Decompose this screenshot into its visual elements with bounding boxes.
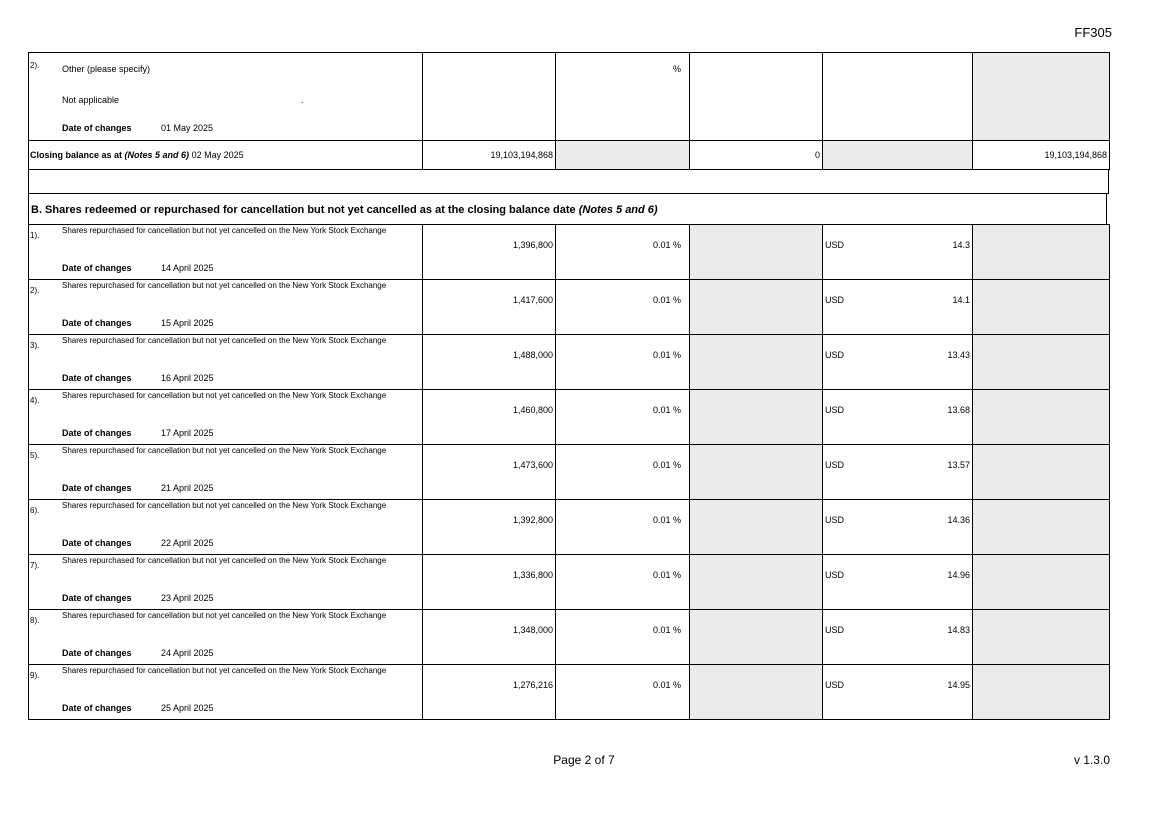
row-currency: USD [825, 350, 845, 360]
not-applicable-text: Not applicable [62, 95, 120, 105]
section-b-title [28, 193, 1107, 224]
row-currency: USD [825, 680, 845, 690]
row-price-cell [823, 225, 973, 280]
grey-cell [690, 610, 823, 665]
top-table [28, 52, 1110, 170]
grey-cell [973, 335, 1110, 390]
row-pct: 0.01 % [652, 460, 681, 470]
row-pct: 0.01 % [652, 515, 681, 525]
row-price-cell [823, 280, 973, 335]
row-description: Shares repurchased for cancellation but not yet cancelled on the New York Stock Exchange [62, 446, 387, 455]
date-of-changes-label: Date of changes [62, 593, 132, 603]
table-row [29, 445, 1110, 500]
section-b-title-main: B. Shares redeemed or repurchased for cancellation but not yet cancelled as at the closing balance date [31, 204, 576, 216]
row-date: 24 April 2025 [161, 648, 214, 658]
row-date: 14 April 2025 [161, 263, 214, 273]
section-b-title-notes: (Notes 5 and 6) [578, 204, 658, 216]
closing-shares: 19,103,194,868 [490, 150, 553, 160]
percent-cell [556, 53, 690, 141]
row-pct: 0.01 % [652, 570, 681, 580]
row-shares-cell [423, 445, 556, 500]
row-price-cell [823, 500, 973, 555]
spacer-row [28, 169, 1109, 194]
row-shares-cell [423, 335, 556, 390]
row-description: Shares repurchased for cancellation but not yet cancelled on the New York Stock Exchange [62, 611, 387, 620]
row-shares: 1,417,600 [512, 295, 553, 305]
other-item-cell [29, 53, 423, 141]
row-shares: 1,460,800 [512, 405, 553, 415]
row-date: 21 April 2025 [161, 483, 214, 493]
row-shares: 1,473,600 [512, 460, 553, 470]
row-shares-cell [423, 225, 556, 280]
date-of-changes-label: Date of changes [62, 483, 132, 493]
row-price: 13.68 [947, 405, 970, 415]
table-row [29, 390, 1110, 445]
closing-total-cell [973, 141, 1110, 170]
empty-cell [690, 53, 823, 141]
closing-col3: 0 [814, 150, 820, 160]
row-desc-cell [29, 225, 423, 280]
row-pct: 0.01 % [652, 240, 681, 250]
row-pct-cell [556, 390, 690, 445]
row-ref: 5). [30, 451, 40, 460]
date-of-changes-label: Date of changes [62, 123, 132, 133]
row-pct-cell [556, 555, 690, 610]
date-of-changes-value: 01 May 2025 [161, 123, 214, 133]
closing-col3-cell [690, 141, 823, 170]
row-pct-cell [556, 445, 690, 500]
grey-cell [690, 390, 823, 445]
row-description: Shares repurchased for cancellation but not yet cancelled on the New York Stock Exchange [62, 556, 387, 565]
row-desc-cell [29, 665, 423, 720]
table-row [29, 500, 1110, 555]
row-date: 22 April 2025 [161, 538, 214, 548]
grey-cell [690, 445, 823, 500]
empty-cell [823, 53, 973, 141]
row-ref: 8). [30, 616, 40, 625]
row-desc-cell [29, 610, 423, 665]
table-row [29, 335, 1110, 390]
grey-cell [690, 335, 823, 390]
row-pct-cell [556, 610, 690, 665]
grey-cell [973, 555, 1110, 610]
row-date: 16 April 2025 [161, 373, 214, 383]
row-description: Shares repurchased for cancellation but not yet cancelled on the New York Stock Exchange [62, 391, 387, 400]
closing-balance-cell [29, 141, 423, 170]
grey-cell [823, 141, 973, 170]
row-description: Shares repurchased for cancellation but not yet cancelled on the New York Stock Exchange [62, 666, 387, 675]
page-number: Page 2 of 7 [553, 753, 615, 767]
row-shares-cell [423, 500, 556, 555]
row-price: 13.43 [947, 350, 970, 360]
row-currency: USD [825, 570, 845, 580]
form-code: FF305 [1074, 25, 1112, 40]
row-price: 14.1 [952, 295, 970, 305]
row-desc-cell [29, 390, 423, 445]
row-shares-cell [423, 280, 556, 335]
row-desc-cell [29, 445, 423, 500]
date-of-changes-label: Date of changes [62, 703, 132, 713]
table-row [29, 225, 1110, 280]
row-pct-cell [556, 280, 690, 335]
table-row [29, 610, 1110, 665]
grey-cell [973, 280, 1110, 335]
other-specify-label: Other (please specify) [62, 64, 151, 74]
dot-mark: . [301, 95, 304, 105]
grey-cell [690, 500, 823, 555]
row-price: 14.95 [947, 680, 970, 690]
row-desc-cell [29, 335, 423, 390]
grey-cell [973, 500, 1110, 555]
row-date: 17 April 2025 [161, 428, 214, 438]
row-pct: 0.01 % [652, 350, 681, 360]
row-pct-cell [556, 225, 690, 280]
row-pct: 0.01 % [652, 295, 681, 305]
row-price-cell [823, 665, 973, 720]
row-pct: 0.01 % [652, 680, 681, 690]
row-pct-cell [556, 335, 690, 390]
row-shares-cell [423, 390, 556, 445]
grey-cell [973, 445, 1110, 500]
row-shares-cell [423, 555, 556, 610]
row-price-cell [823, 555, 973, 610]
row-currency: USD [825, 240, 845, 250]
row-price: 14.83 [947, 625, 970, 635]
row-price-cell [823, 610, 973, 665]
row-price: 14.96 [947, 570, 970, 580]
row-currency: USD [825, 460, 845, 470]
grey-cell [973, 665, 1110, 720]
row-description: Shares repurchased for cancellation but not yet cancelled on the New York Stock Exchange [62, 501, 387, 510]
row-pct: 0.01 % [652, 625, 681, 635]
row-date: 15 April 2025 [161, 318, 214, 328]
section-b-table [28, 224, 1110, 720]
row-price-cell [823, 335, 973, 390]
row-ref: 4). [30, 396, 40, 405]
row-pct-cell [556, 665, 690, 720]
row-pct: 0.01 % [652, 405, 681, 415]
row-shares: 1,348,000 [512, 625, 553, 635]
row-description: Shares repurchased for cancellation but not yet cancelled on the New York Stock Exchange [62, 336, 387, 345]
row-shares: 1,276,216 [512, 680, 553, 690]
grey-cell [556, 141, 690, 170]
row-price: 13.57 [947, 460, 970, 470]
table-row [29, 555, 1110, 610]
table-row [29, 280, 1110, 335]
table-row [29, 665, 1110, 720]
grey-cell [690, 280, 823, 335]
date-of-changes-label: Date of changes [62, 538, 132, 548]
grey-cell [690, 665, 823, 720]
row-shares: 1,336,800 [512, 570, 553, 580]
row-shares-cell [423, 610, 556, 665]
row-currency: USD [825, 405, 845, 415]
percent-symbol: % [672, 64, 681, 74]
grey-cell [973, 53, 1110, 141]
grey-cell [973, 610, 1110, 665]
grey-cell [690, 555, 823, 610]
row-price-cell [823, 445, 973, 500]
row-description: Shares repurchased for cancellation but not yet cancelled on the New York Stock Exchange [62, 281, 387, 290]
grey-cell [973, 225, 1110, 280]
row-desc-cell [29, 555, 423, 610]
row-shares: 1,392,800 [512, 515, 553, 525]
closing-notes: (Notes 5 and 6) [124, 150, 190, 160]
row-shares-cell [423, 665, 556, 720]
date-of-changes-label: Date of changes [62, 428, 132, 438]
row-price: 14.3 [952, 240, 970, 250]
row-date: 23 April 2025 [161, 593, 214, 603]
row-description: Shares repurchased for cancellation but not yet cancelled on the New York Stock Exchange [62, 226, 387, 235]
row-pct-cell [556, 500, 690, 555]
row-price-cell [823, 390, 973, 445]
row-ref: 7). [30, 561, 40, 570]
row-currency: USD [825, 295, 845, 305]
grey-cell [690, 225, 823, 280]
date-of-changes-label: Date of changes [62, 318, 132, 328]
grey-cell [973, 390, 1110, 445]
closing-shares-cell [423, 141, 556, 170]
row-currency: USD [825, 625, 845, 635]
row-ref: 2). [30, 286, 40, 295]
item-ref: 2). [30, 61, 40, 70]
row-price: 14.36 [947, 515, 970, 525]
date-of-changes-label: Date of changes [62, 373, 132, 383]
date-of-changes-label: Date of changes [62, 263, 132, 273]
row-shares: 1,488,000 [512, 350, 553, 360]
closing-balance-label: Closing balance as at [30, 150, 123, 160]
row-ref: 9). [30, 671, 40, 680]
row-shares: 1,396,800 [512, 240, 553, 250]
closing-date: 02 May 2025 [191, 150, 244, 160]
version: v 1.3.0 [1073, 753, 1110, 767]
row-ref: 1). [30, 231, 40, 240]
row-desc-cell [29, 280, 423, 335]
shares-cell [423, 53, 556, 141]
date-of-changes-label: Date of changes [62, 648, 132, 658]
closing-total: 19,103,194,868 [1044, 150, 1107, 160]
row-currency: USD [825, 515, 845, 525]
row-ref: 3). [30, 341, 40, 350]
row-desc-cell [29, 500, 423, 555]
row-ref: 6). [30, 506, 40, 515]
row-date: 25 April 2025 [161, 703, 214, 713]
